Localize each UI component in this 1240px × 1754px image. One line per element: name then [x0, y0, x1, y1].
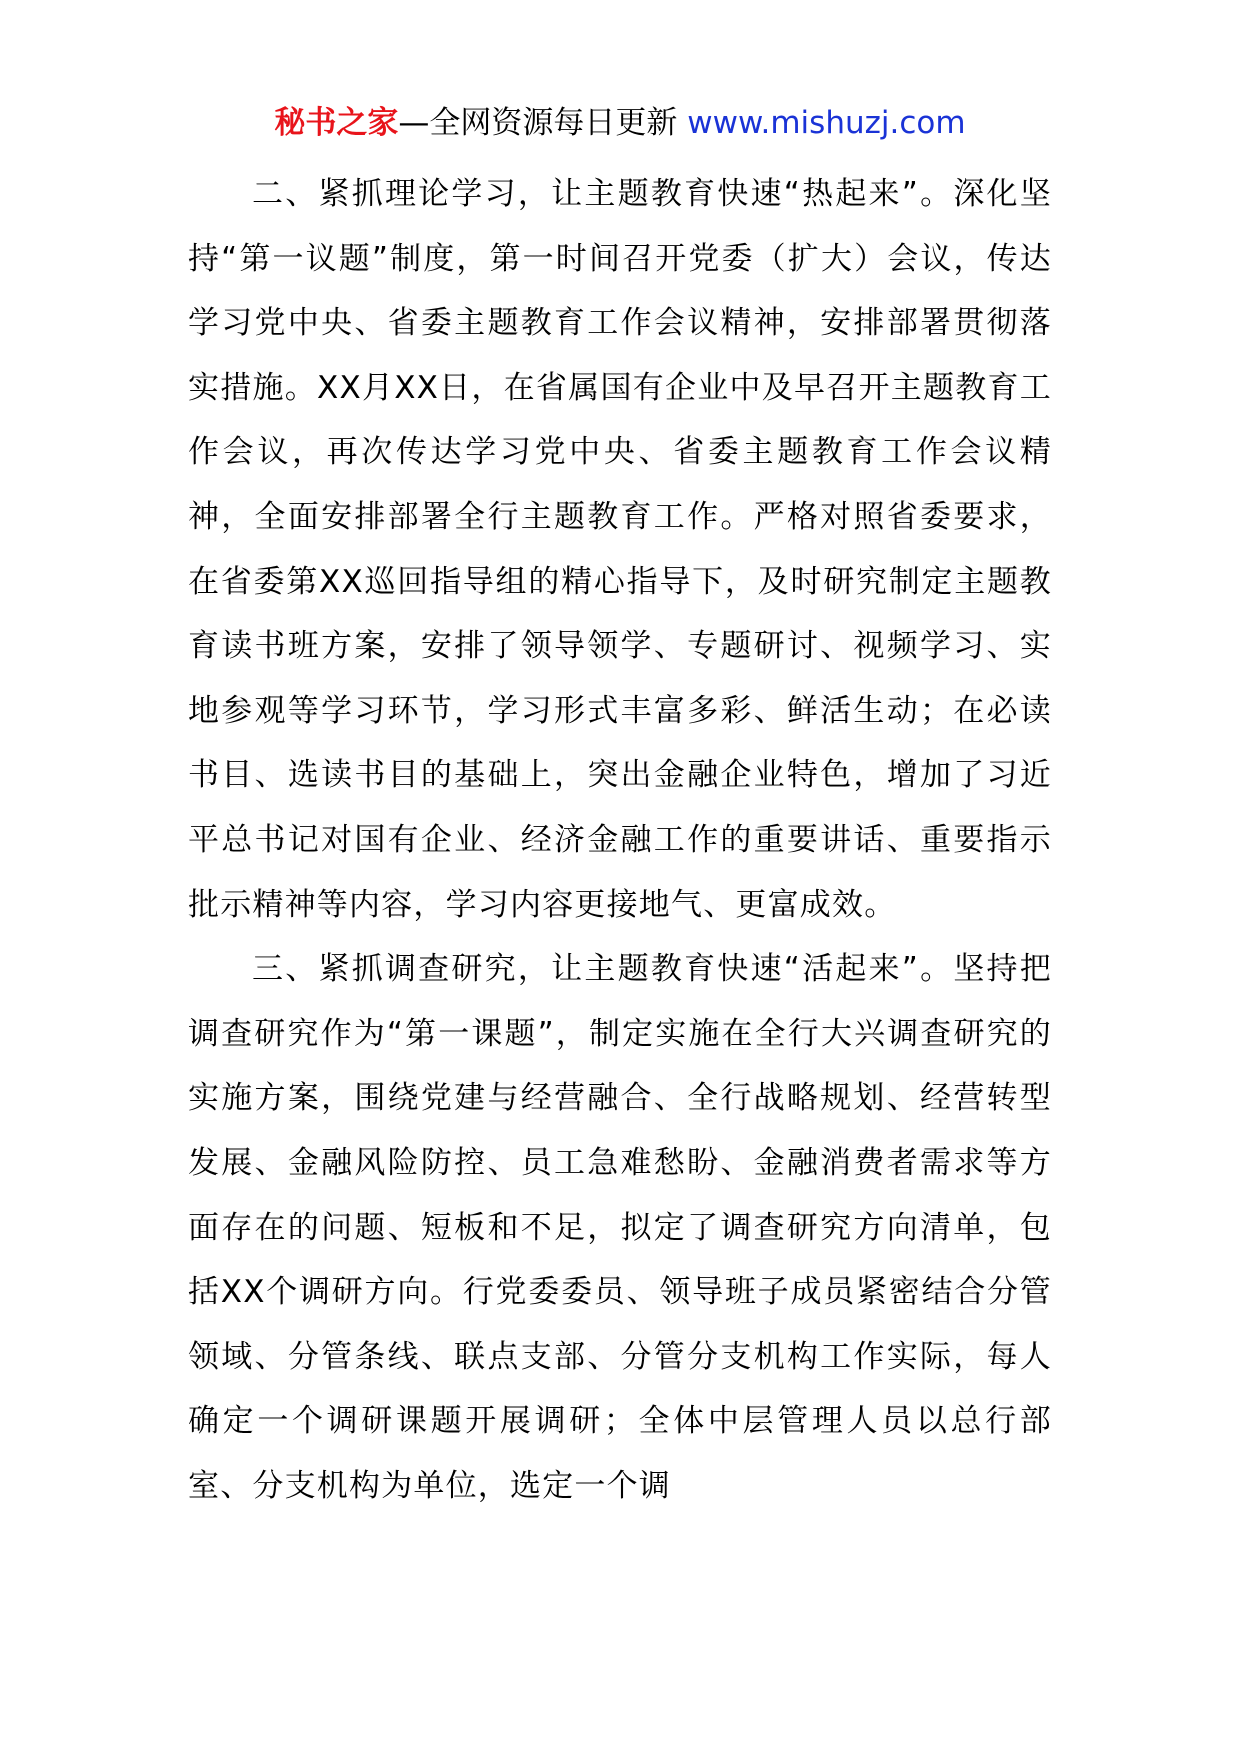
- document-body: [188, 162, 1052, 1518]
- paragraph-theory-study: 二、紧抓理论学习，让主题教育快速“热起来”。深化坚持“第一议题”制度，第一时间召开党委（扩大）会议，传达学习党中央、省委主题教育工作会议精神，安排部署贯彻落实措施。XX月XX日，在省属国有企业中及早召开主题教育工作会议，再次传达学习党中央、省委主题教育工作会议精神，全面安排部署全行主题教育工作。严格对照省委要求，在省委第XX巡回指导组的精心指导下，及时研究制定主题教育读书班方案，安排了领导领学、专题研讨、视频学习、实地参观等学习环节，学习形式丰富多彩、鲜活生动；在必读书目、选读书目的基础上，突出金融企业特色，增加了习近平总书记对国有企业、经济金融工作的重要讲话、重要指示批示精神等内容，学习内容更接地气、更富成效。: [188, 176, 1052, 923]
- site-brand: 秘书之家: [274, 105, 399, 141]
- site-header: [0, 100, 1240, 146]
- paragraph-research: 三、紧抓调查研究，让主题教育快速“活起来”。坚持把调查研究作为“第一课题”，制定实施在全行大兴调查研究的实施方案，围绕党建与经营融合、全行战略规划、经营转型发展、金融风险防控、员工急难愁盼、金融消费者需求等方面存在的问题、短板和不足，拟定了调查研究方向清单，包括XX个调研方向。行党委委员、领导班子成员紧密结合分管领域、分管条线、联点支部、分管分支机构工作实际，每人确定一个调研课题开展调研；全体中层管理人员以总行部室、分支机构为单位，选定一个调: [188, 951, 1052, 1504]
- site-tagline: —全网资源每日更新: [398, 105, 688, 141]
- site-url-link[interactable]: www.mishuzj.com: [687, 105, 966, 141]
